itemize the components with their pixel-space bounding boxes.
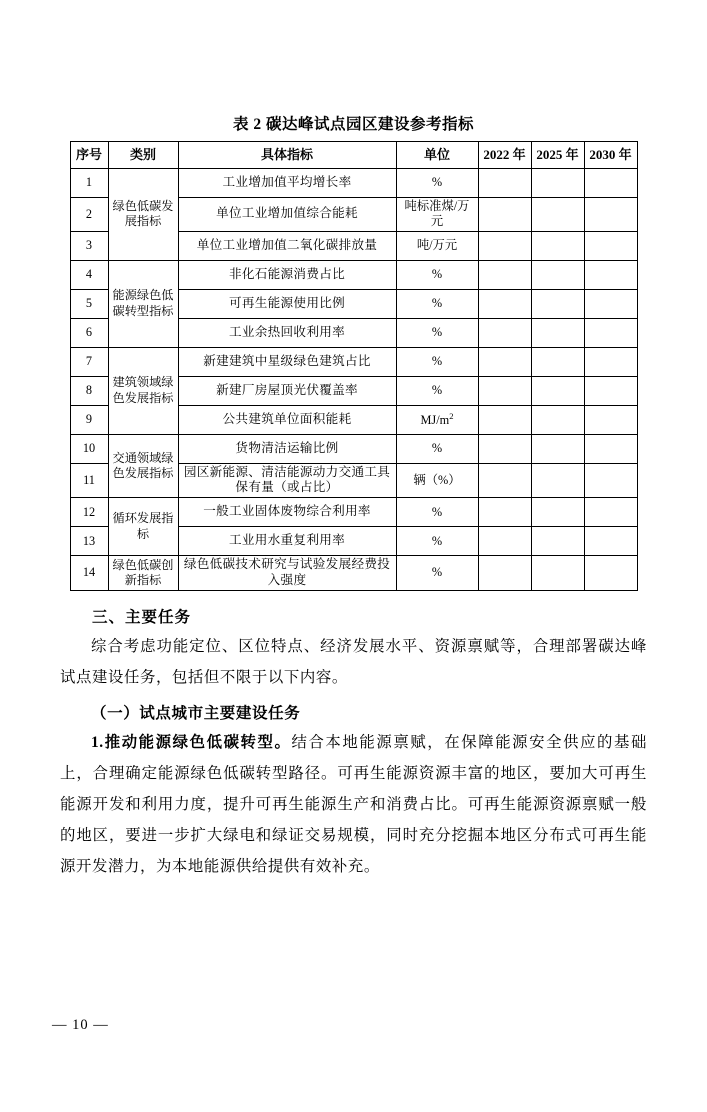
cell-indicator: 单位工业增加值综合能耗 bbox=[178, 198, 396, 232]
cell-indicator: 非化石能源消费占比 bbox=[178, 260, 396, 289]
header-year-2025: 2025 年 bbox=[531, 142, 584, 169]
cell-unit: % bbox=[396, 347, 478, 376]
cell-indicator: 货物清洁运输比例 bbox=[178, 434, 396, 463]
cell-indicator: 工业增加值平均增长率 bbox=[178, 169, 396, 198]
cell-2030 bbox=[584, 169, 637, 198]
header-category: 类别 bbox=[108, 142, 178, 169]
cell-2030 bbox=[584, 318, 637, 347]
cell-2022 bbox=[478, 376, 531, 405]
cell-unit: % bbox=[396, 434, 478, 463]
cell-2022 bbox=[478, 556, 531, 590]
table-row bbox=[70, 556, 637, 590]
cell-seq: 7 bbox=[70, 347, 108, 376]
cell-category: 绿色低碳创新指标 bbox=[108, 556, 178, 590]
cell-indicator: 工业余热回收利用率 bbox=[178, 318, 396, 347]
cell-indicator: 园区新能源、清洁能源动力交通工具保有量（或占比） bbox=[178, 463, 396, 497]
table-header-row bbox=[70, 142, 637, 169]
cell-seq: 13 bbox=[70, 527, 108, 556]
cell-seq: 14 bbox=[70, 556, 108, 590]
cell-indicator: 可再生能源使用比例 bbox=[178, 289, 396, 318]
cell-seq: 9 bbox=[70, 405, 108, 434]
paragraph-overview: 综合考虑功能定位、区位特点、经济发展水平、资源禀赋等，合理部署碳达峰试点建设任务，包括但不限于以下内容。 bbox=[60, 637, 647, 686]
cell-2025 bbox=[531, 376, 584, 405]
unit-base: MJ/m bbox=[420, 413, 450, 428]
cell-2022 bbox=[478, 169, 531, 198]
cell-unit: % bbox=[396, 318, 478, 347]
cell-2030 bbox=[584, 463, 637, 497]
paragraph-lead-bold: 1.推动能源绿色低碳转型。 bbox=[91, 733, 292, 751]
cell-unit: % bbox=[396, 556, 478, 590]
cell-2025 bbox=[531, 463, 584, 497]
cell-seq: 8 bbox=[70, 376, 108, 405]
cell-2025 bbox=[531, 405, 584, 434]
cell-2022 bbox=[478, 405, 531, 434]
cell-seq: 1 bbox=[70, 169, 108, 198]
cell-unit: % bbox=[396, 527, 478, 556]
cell-seq: 6 bbox=[70, 318, 108, 347]
cell-2025 bbox=[531, 556, 584, 590]
cell-seq: 5 bbox=[70, 289, 108, 318]
cell-seq: 4 bbox=[70, 260, 108, 289]
cell-2030 bbox=[584, 498, 637, 527]
cell-seq: 12 bbox=[70, 498, 108, 527]
table-row bbox=[70, 347, 637, 376]
page-number: — 10 — bbox=[52, 1017, 109, 1033]
cell-category: 交通领域绿色发展指标 bbox=[108, 434, 178, 497]
table-row bbox=[70, 434, 637, 463]
table-row bbox=[70, 169, 637, 198]
cell-2030 bbox=[584, 434, 637, 463]
cell-2030 bbox=[584, 231, 637, 260]
cell-indicator: 一般工业固体废物综合利用率 bbox=[178, 498, 396, 527]
cell-category: 循环发展指标 bbox=[108, 498, 178, 556]
cell-unit: 辆（%） bbox=[396, 463, 478, 497]
cell-2025 bbox=[531, 198, 584, 232]
cell-indicator: 新建建筑中星级绿色建筑占比 bbox=[178, 347, 396, 376]
cell-2025 bbox=[531, 260, 584, 289]
cell-2025 bbox=[531, 318, 584, 347]
cell-seq: 10 bbox=[70, 434, 108, 463]
subsection-heading: （一）试点城市主要建设任务 bbox=[91, 704, 301, 722]
cell-seq: 11 bbox=[70, 463, 108, 497]
cell-2022 bbox=[478, 198, 531, 232]
header-year-2022: 2022 年 bbox=[478, 142, 531, 169]
cell-2030 bbox=[584, 289, 637, 318]
cell-2030 bbox=[584, 527, 637, 556]
cell-unit: 吨/万元 bbox=[396, 231, 478, 260]
cell-2025 bbox=[531, 169, 584, 198]
cell-indicator: 公共建筑单位面积能耗 bbox=[178, 405, 396, 434]
cell-seq: 2 bbox=[70, 198, 108, 232]
cell-2022 bbox=[478, 527, 531, 556]
table-row bbox=[70, 498, 637, 527]
cell-category: 建筑领域绿色发展指标 bbox=[108, 347, 178, 434]
cell-2025 bbox=[531, 347, 584, 376]
cell-2022 bbox=[478, 498, 531, 527]
cell-indicator: 工业用水重复利用率 bbox=[178, 527, 396, 556]
cell-2030 bbox=[584, 198, 637, 232]
cell-2025 bbox=[531, 498, 584, 527]
section-heading: 三、主要任务 bbox=[92, 608, 192, 626]
unit-superscript: 2 bbox=[449, 410, 454, 421]
cell-2025 bbox=[531, 434, 584, 463]
cell-2030 bbox=[584, 405, 637, 434]
cell-2022 bbox=[478, 347, 531, 376]
cell-2022 bbox=[478, 260, 531, 289]
cell-2030 bbox=[584, 556, 637, 590]
header-unit: 单位 bbox=[396, 142, 478, 169]
cell-2025 bbox=[531, 527, 584, 556]
cell-category: 能源绿色低碳转型指标 bbox=[108, 260, 178, 347]
indicators-table bbox=[70, 141, 638, 591]
header-seq: 序号 bbox=[70, 142, 108, 169]
cell-indicator: 绿色低碳技术研究与试验发展经费投入强度 bbox=[178, 556, 396, 590]
cell-2025 bbox=[531, 231, 584, 260]
cell-indicator: 新建厂房屋顶光伏覆盖率 bbox=[178, 376, 396, 405]
table-row bbox=[70, 260, 637, 289]
cell-2025 bbox=[531, 289, 584, 318]
cell-2030 bbox=[584, 376, 637, 405]
header-year-2030: 2030 年 bbox=[584, 142, 637, 169]
header-indicator: 具体指标 bbox=[178, 142, 396, 169]
cell-2022 bbox=[478, 318, 531, 347]
document-page bbox=[0, 112, 707, 1112]
table-title: 表 2 碳达峰试点园区建设参考指标 bbox=[232, 116, 474, 133]
cell-2022 bbox=[478, 231, 531, 260]
cell-unit: % bbox=[396, 260, 478, 289]
cell-2022 bbox=[478, 434, 531, 463]
cell-indicator: 单位工业增加值二氧化碳排放量 bbox=[178, 231, 396, 260]
cell-unit: % bbox=[396, 498, 478, 527]
cell-2022 bbox=[478, 289, 531, 318]
cell-unit: % bbox=[396, 289, 478, 318]
cell-2022 bbox=[478, 463, 531, 497]
cell-unit bbox=[396, 405, 478, 434]
cell-2030 bbox=[584, 260, 637, 289]
cell-2030 bbox=[584, 347, 637, 376]
cell-unit: 吨标准煤/万元 bbox=[396, 198, 478, 232]
paragraph-energy-transition bbox=[60, 727, 647, 882]
cell-category: 绿色低碳发展指标 bbox=[108, 169, 178, 261]
paragraph-body-text: 结合本地能源禀赋，在保障能源安全供应的基础上，合理确定能源绿色低碳转型路径。可再生能源资源丰富的地区，要加大可再生能源开发和利用力度，提升可再生能源生产和消费占比。可再生能源资源禀赋一般的地区，要进一步扩大绿电和绿证交易规模，同时充分挖掘本地区分布式可再生能源开发潜力，为本地能源供给提供有效补充。 bbox=[60, 733, 648, 875]
cell-seq: 3 bbox=[70, 231, 108, 260]
cell-unit: % bbox=[396, 169, 478, 198]
cell-unit: % bbox=[396, 376, 478, 405]
